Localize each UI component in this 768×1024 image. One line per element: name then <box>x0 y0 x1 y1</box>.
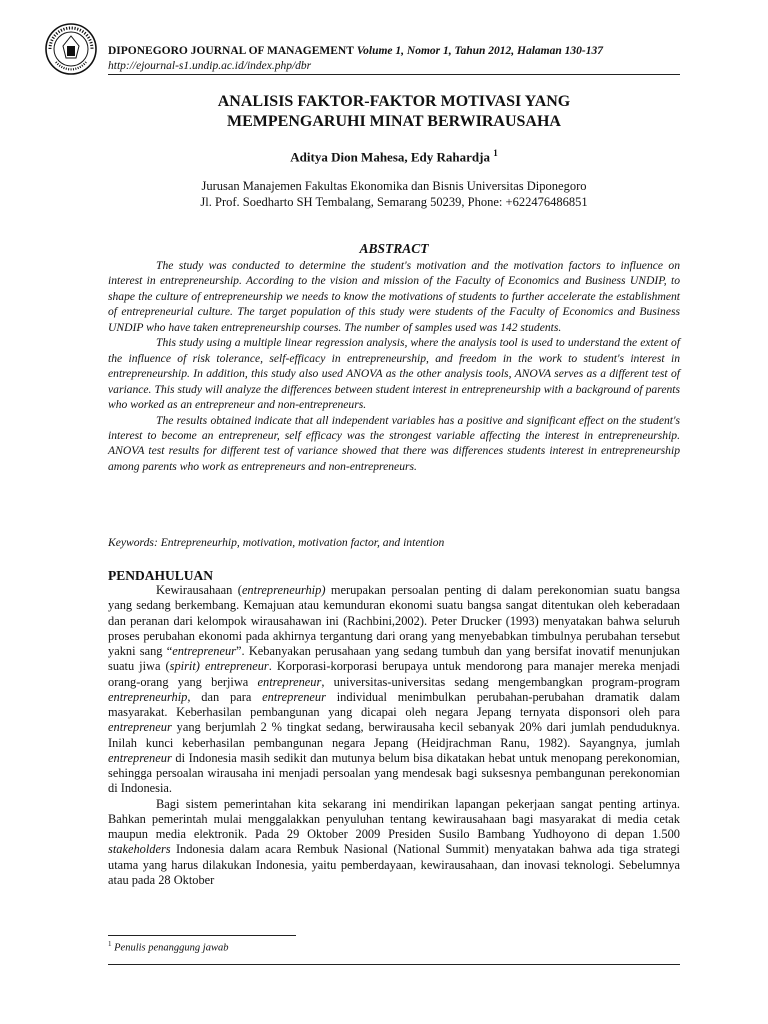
author-affiliation <box>108 178 680 210</box>
abstract-paragraph: The results obtained indicate that all independent variables has a positive and significant effect on the student's interest to become an entrepreneur, self efficacy was the strongest variable affecting the interest in entrepreneurship. ANOVA test results for different test of variance showed that there was differences students interest in entrepreneurship among parents who work as entrepreneurs and non-entrepreneurs. <box>108 413 680 473</box>
footnote-mark: 1 <box>108 940 112 948</box>
italic-term: entrepreneur <box>257 674 322 689</box>
affiliation-line-2: Jl. Prof. Soedharto SH Tembalang, Semarang 50239, Phone: +622476486851 <box>200 195 588 209</box>
journal-volume-info: Volume 1, Nomor 1, Tahun 2012, Halaman 130-137 <box>356 45 603 57</box>
abstract-heading: ABSTRACT <box>359 241 429 256</box>
author-footnote-mark: 1 <box>493 148 498 158</box>
section-heading: PENDAHULUAN <box>108 568 214 583</box>
author-names: Aditya Dion Mahesa, Edy Rahardja <box>290 149 490 165</box>
text-run: yang berjumlah 2 % tingkat sedang, berwirausaha kecil sebanyak 20% dari jumlah penduduknya. Inilah kunci keberhasilan pembangunan negara Jepang (Heidjrachman Ranu, 1982). Sayangnya, jumlah <box>108 720 680 750</box>
text-run: di Indonesia masih sedikit dan mutunya belum bisa dikatakan hebat untuk menopang perekonomian, sehingga persoalan wirausaha ini menjadi persoalan yang mendesak bagi suksesnya pembangunan perekonomian di Indonesia. <box>108 750 680 796</box>
abstract-body <box>108 258 680 474</box>
footnote-text: Penulis penanggung jawab <box>111 942 229 954</box>
footnote-divider <box>108 935 296 936</box>
abstract-paragraph: The study was conducted to determine the student's motivation and the motivation factors to influence on interest in entrepreneurship. According to the vision and mission of the Faculty of Economics and Business UNDIP, to shape the culture of entrepreneurship we needs to know the motivations of students to further accelerate the establishment of entrepreneurial culture. The target population of this study were students of the Faculty of Economics and Business UNDIP who have taken entrepreneurship courses. The number of samples used was 142 students. <box>108 259 680 334</box>
italic-term: entrepreneurhip <box>108 689 188 704</box>
italic-term: spirit) entrepreneur <box>169 659 269 674</box>
footnote <box>108 940 228 954</box>
text-run: ”. Kebanyakan perusahaan yang sedang tumbuh dan yang bersifat inovatif menunjukan suatu jiwa ( <box>108 644 680 674</box>
journal-header <box>108 44 603 74</box>
body-paragraph-2 <box>108 797 680 889</box>
journal-name: DIPONEGORO JOURNAL OF MANAGEMENT <box>108 45 354 57</box>
university-seal-icon <box>44 22 98 76</box>
title-line-1: ANALISIS FAKTOR-FAKTOR MOTIVASI YANG <box>217 93 571 110</box>
journal-url[interactable]: http://ejournal-s1.undip.ac.id/index.php/dbr <box>108 60 312 72</box>
title-line-2: MEMPENGARUHI MINAT BERWIRAUSAHA <box>227 113 561 130</box>
keywords: Keywords: Entrepreneurhip, motivation, motivation factor, and intention <box>108 536 445 549</box>
text-run: Kewirausahaan ( <box>156 583 242 597</box>
section-body <box>108 583 680 888</box>
text-run: individual menimbulkan perubahan-perubahan dramatik dalam masyarakat. Keberhasilan pembangunan yang dicapai oleh negara Jepang ternyata disponsori oleh para <box>108 689 680 719</box>
paper-title <box>108 92 680 132</box>
italic-term: entrepreneur <box>262 689 326 704</box>
italic-term: entrepreneurhip) <box>241 583 326 597</box>
text-run: Bagi sistem pemerintahan kita sekarang ini mendirikan lapangan pekerjaan sangat penting artinya. Bahkan pemerintah mulai menggalakkan penyuluhan tentang kewirausahaan bagi masyarakat di media cetak maupun media elektronik. Pada 29 Oktober 2009 Presiden Susilo Bambang Yudhoyono di depan 1.500 <box>108 796 680 841</box>
body-paragraph-1 <box>108 583 680 797</box>
text-run: Indonesia dalam acara Rembuk Nasional (National Summit) menyatakan bahwa ada tiga strategi utama yang harus dilakukan Indonesia, yaitu pemberdayaan, kewirausahaan, dan inovasi teknologi. Sebelumnya atau pada 28 Oktober <box>108 842 680 887</box>
affiliation-line-1: Jurusan Manajemen Fakultas Ekonomika dan Bisnis Universitas Diponegoro <box>201 179 587 193</box>
header-divider <box>108 74 680 75</box>
italic-term: entrepreneur <box>172 644 237 658</box>
footer-divider <box>108 964 680 965</box>
text-run: . Korporasi-korporasi berupaya untuk mendorong para manajer mereka menjadi orang-orang yang berjiwa <box>108 659 681 689</box>
text-run: , dan para <box>187 689 263 704</box>
text-run: merupakan persoalan penting di dalam perekonomian suatu bangsa yang sedang berkembang. Kemajuan atau kemunduran ekonomi suatu bangsa sangat ditentukan oleh keberadaan dan peranan dari kelompok wirausahawan ini (Rachbini,2002). Peter Drucker (1993) menyatakan bahwa seluruh proses perubahan ekonomi pada akhirnya tergantung dari orang yang menyebabkan timbulnya perubahan tersebut yakni sang “ <box>108 583 680 658</box>
text-run: , universitas-universitas sedang mengembangkan program-program <box>321 674 680 689</box>
paper-authors <box>108 148 680 165</box>
italic-term: stakeholders <box>108 842 171 857</box>
italic-term: entrepreneur <box>108 750 172 765</box>
italic-term: entrepreneur <box>108 720 172 735</box>
abstract-paragraph: This study using a multiple linear regression analysis, where the analysis tool is used to understand the extent of the influence of risk tolerance, self-efficacy in entrepreneurship, and freedom in the work to student's interest in entrepreneurship. In addition, this study also used ANOVA as the other analysis tools, ANOVA serves as a different test of variance. This study will analyze the differences between student interest in entrepreneurship with a background of parents who worked as an entrepreneur and non-entrepreneurs. <box>108 336 680 412</box>
